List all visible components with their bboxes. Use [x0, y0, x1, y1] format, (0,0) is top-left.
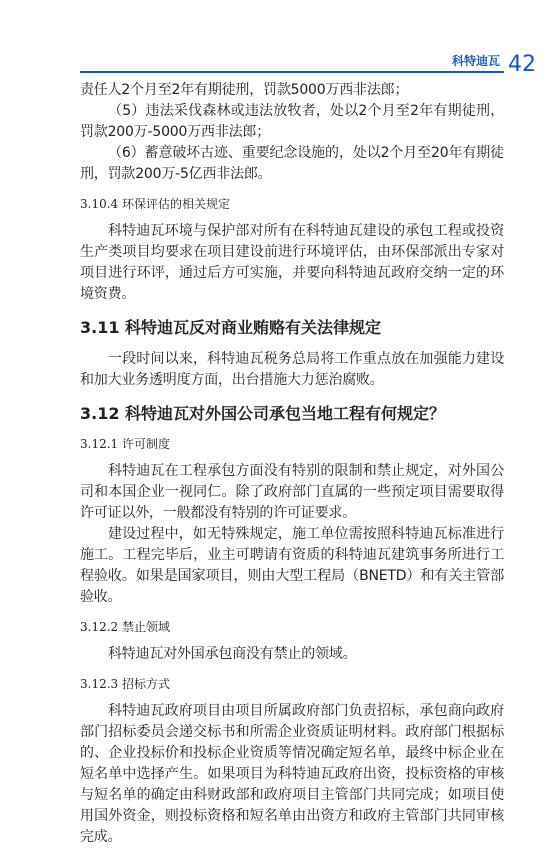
section-3-12-heading: 3.12 科特迪瓦对外国公司承包当地工程有何规定？ — [80, 404, 446, 423]
paragraph-item-5: （5）违法采伐森林或违法放牧者，处以2个月至2年有期徒刑，罚款200万-5000万西非法郎； — [80, 103, 504, 140]
section-3-12-1-heading: 3.12.1 许可制度 — [80, 437, 170, 451]
paragraph-tendering: 科特迪瓦政府项目由项目所属政府部门负责招标，承包商向政府部门招标委员会递交标书和所需企业资质证明材料。政府部门根据标的、企业投标价和投标企业资质等情况确定短名单，最终中标企业在短名单中选择产生。如果项目为科特迪瓦政府出资，投标资格的审核与短名单的确定由科财政部和政府项目主管部门共同完成；如项目使用国外资金，则投标资格和短名单由出资方和政府主管部门共同审核完成。 — [80, 703, 504, 845]
paragraph-item-6: （6）蓄意破坏古迹、重要纪念设施的，处以2个月至20年有期徒刑，罚款200万-5亿西非法郎。 — [80, 145, 504, 182]
page-number: 42 — [508, 52, 536, 77]
section-3-10-4-heading: 3.10.4 环保评估的相关规定 — [80, 197, 230, 211]
header-rule — [80, 71, 504, 73]
section-3-12-3-heading: 3.12.3 招标方式 — [80, 677, 170, 691]
page-body — [80, 80, 504, 848]
paragraph-env-assessment: 科特迪瓦环境与保护部对所有在科特迪瓦建设的承包工程或投资生产类项目均要求在项目建设前进行环境评估，由环保部派出专家对项目进行环评，通过后方可实施，并要向科特迪瓦政府交纳一定的环境资费。 — [80, 223, 504, 302]
paragraph-license-1: 科特迪瓦在工程承包方面没有特别的限制和禁止规定，对外国公司和本国企业一视同仁。除了政府部门直属的一些预定项目需要取得许可证以外，一般都没有特别的许可证要求。 — [80, 463, 504, 521]
section-3-12-2-heading: 3.12.2 禁止领域 — [80, 620, 170, 634]
paragraph-anti-bribery: 一段时间以来，科特迪瓦税务总局将工作重点放在加强能力建设和加大业务透明度方面，出台措施大力惩治腐败。 — [80, 351, 504, 388]
running-header-title: 科特迪瓦 — [451, 54, 500, 68]
section-3-11-heading: 3.11 科特迪瓦反对商业贿赂有关法律规定 — [80, 318, 382, 337]
paragraph-continued: 责任人2个月至2年有期徒刑，罚款5000万西非法郎； — [80, 82, 409, 98]
paragraph-license-2: 建设过程中，如无特殊规定，施工单位需按照科特迪瓦标准进行施工。工程完毕后，业主可聘请有资质的科特迪瓦建筑事务所进行工程验收。如果是国家项目，则由大型工程局（BNETD）和有关主管部验收。 — [80, 526, 504, 605]
paragraph-prohibited: 科特迪瓦对外国承包商没有禁止的领域。 — [108, 646, 357, 662]
